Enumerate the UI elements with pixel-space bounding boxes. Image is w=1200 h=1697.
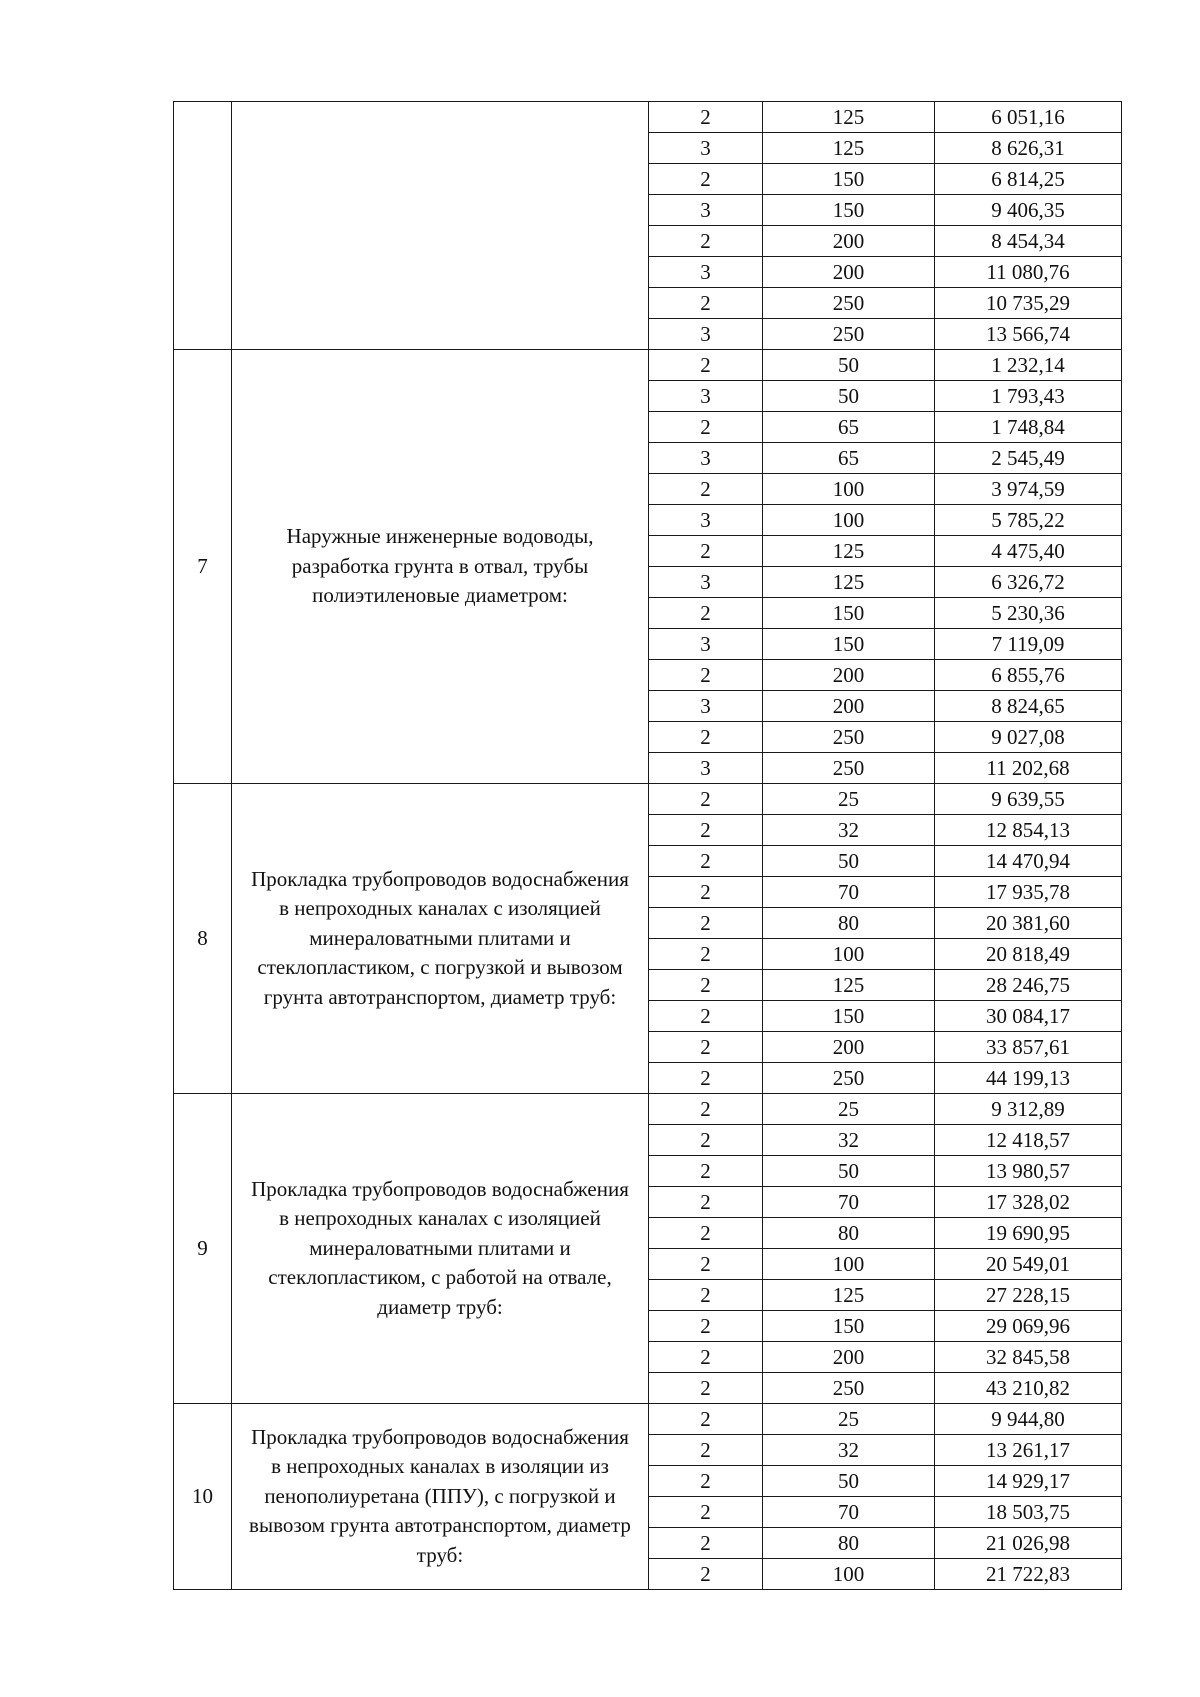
layers-cell: 2 <box>649 536 763 567</box>
diameter-cell: 250 <box>763 753 935 784</box>
item-number-cell <box>174 102 232 350</box>
table-row <box>174 102 1122 133</box>
diameter-cell: 25 <box>763 784 935 815</box>
diameter-cell: 200 <box>763 691 935 722</box>
diameter-cell: 125 <box>763 970 935 1001</box>
price-cell: 9 027,08 <box>935 722 1122 753</box>
price-cell: 21 722,83 <box>935 1559 1122 1590</box>
layers-cell: 2 <box>649 939 763 970</box>
layers-cell: 2 <box>649 1094 763 1125</box>
diameter-cell: 65 <box>763 443 935 474</box>
layers-cell: 2 <box>649 1249 763 1280</box>
price-cell: 14 929,17 <box>935 1466 1122 1497</box>
price-cell: 17 328,02 <box>935 1187 1122 1218</box>
price-cell: 11 202,68 <box>935 753 1122 784</box>
price-cell: 8 824,65 <box>935 691 1122 722</box>
layers-cell: 3 <box>649 629 763 660</box>
table-body <box>174 102 1122 1590</box>
price-cell: 7 119,09 <box>935 629 1122 660</box>
price-cell: 9 639,55 <box>935 784 1122 815</box>
item-number-cell: 9 <box>174 1094 232 1404</box>
price-cell: 3 974,59 <box>935 474 1122 505</box>
price-cell: 8 626,31 <box>935 133 1122 164</box>
diameter-cell: 125 <box>763 536 935 567</box>
layers-cell: 2 <box>649 1218 763 1249</box>
layers-cell: 2 <box>649 1435 763 1466</box>
layers-cell: 2 <box>649 1032 763 1063</box>
price-cell: 32 845,58 <box>935 1342 1122 1373</box>
price-cell: 27 228,15 <box>935 1280 1122 1311</box>
layers-cell: 2 <box>649 1497 763 1528</box>
layers-cell: 2 <box>649 474 763 505</box>
price-cell: 6 855,76 <box>935 660 1122 691</box>
price-cell: 21 026,98 <box>935 1528 1122 1559</box>
price-cell: 13 566,74 <box>935 319 1122 350</box>
diameter-cell: 125 <box>763 133 935 164</box>
price-cell: 29 069,96 <box>935 1311 1122 1342</box>
diameter-cell: 200 <box>763 226 935 257</box>
price-cell: 9 406,35 <box>935 195 1122 226</box>
price-cell: 30 084,17 <box>935 1001 1122 1032</box>
layers-cell: 3 <box>649 691 763 722</box>
diameter-cell: 70 <box>763 1497 935 1528</box>
diameter-cell: 100 <box>763 474 935 505</box>
layers-cell: 2 <box>649 660 763 691</box>
diameter-cell: 50 <box>763 1156 935 1187</box>
diameter-cell: 200 <box>763 660 935 691</box>
layers-cell: 2 <box>649 102 763 133</box>
table-row <box>174 1094 1122 1125</box>
diameter-cell: 125 <box>763 567 935 598</box>
layers-cell: 2 <box>649 1280 763 1311</box>
layers-cell: 2 <box>649 846 763 877</box>
diameter-cell: 100 <box>763 1249 935 1280</box>
diameter-cell: 50 <box>763 381 935 412</box>
item-description-cell: Прокладка трубопроводов водоснабжения в непроходных каналах в изоляции из пенополиуретана (ППУ), с погрузкой и вывозом грунта автотранспортом, диаметр труб: <box>232 1404 649 1590</box>
price-cell: 9 312,89 <box>935 1094 1122 1125</box>
diameter-cell: 80 <box>763 908 935 939</box>
diameter-cell: 125 <box>763 1280 935 1311</box>
diameter-cell: 100 <box>763 939 935 970</box>
item-number-cell: 10 <box>174 1404 232 1590</box>
layers-cell: 2 <box>649 722 763 753</box>
item-number-cell: 8 <box>174 784 232 1094</box>
diameter-cell: 50 <box>763 1466 935 1497</box>
diameter-cell: 150 <box>763 195 935 226</box>
layers-cell: 3 <box>649 753 763 784</box>
price-cell: 10 735,29 <box>935 288 1122 319</box>
price-cell: 28 246,75 <box>935 970 1122 1001</box>
diameter-cell: 150 <box>763 1311 935 1342</box>
layers-cell: 2 <box>649 598 763 629</box>
diameter-cell: 250 <box>763 1063 935 1094</box>
price-cell: 5 230,36 <box>935 598 1122 629</box>
layers-cell: 3 <box>649 567 763 598</box>
price-cell: 5 785,22 <box>935 505 1122 536</box>
price-cell: 20 818,49 <box>935 939 1122 970</box>
price-cell: 6 051,16 <box>935 102 1122 133</box>
table-row <box>174 784 1122 815</box>
price-cell: 18 503,75 <box>935 1497 1122 1528</box>
diameter-cell: 200 <box>763 1032 935 1063</box>
price-cell: 9 944,80 <box>935 1404 1122 1435</box>
layers-cell: 2 <box>649 1342 763 1373</box>
price-cell: 20 381,60 <box>935 908 1122 939</box>
layers-cell: 2 <box>649 1125 763 1156</box>
layers-cell: 2 <box>649 288 763 319</box>
layers-cell: 3 <box>649 505 763 536</box>
price-cell: 19 690,95 <box>935 1218 1122 1249</box>
item-description-cell <box>232 102 649 350</box>
diameter-cell: 32 <box>763 1125 935 1156</box>
price-cell: 20 549,01 <box>935 1249 1122 1280</box>
price-cell: 14 470,94 <box>935 846 1122 877</box>
diameter-cell: 100 <box>763 1559 935 1590</box>
item-description-cell: Прокладка трубопроводов водоснабжения в непроходных каналах с изоляцией минераловатными плитами и стеклопластиком, с работой на отвале, диаметр труб: <box>232 1094 649 1404</box>
diameter-cell: 80 <box>763 1528 935 1559</box>
layers-cell: 2 <box>649 1404 763 1435</box>
diameter-cell: 200 <box>763 1342 935 1373</box>
table-row <box>174 1404 1122 1435</box>
diameter-cell: 100 <box>763 505 935 536</box>
layers-cell: 2 <box>649 908 763 939</box>
diameter-cell: 32 <box>763 815 935 846</box>
price-cell: 6 814,25 <box>935 164 1122 195</box>
diameter-cell: 65 <box>763 412 935 443</box>
diameter-cell: 80 <box>763 1218 935 1249</box>
diameter-cell: 50 <box>763 350 935 381</box>
diameter-cell: 25 <box>763 1404 935 1435</box>
layers-cell: 3 <box>649 133 763 164</box>
layers-cell: 2 <box>649 784 763 815</box>
diameter-cell: 150 <box>763 598 935 629</box>
diameter-cell: 250 <box>763 722 935 753</box>
price-table <box>173 101 1122 1590</box>
layers-cell: 2 <box>649 1001 763 1032</box>
price-cell: 43 210,82 <box>935 1373 1122 1404</box>
layers-cell: 3 <box>649 257 763 288</box>
price-cell: 17 935,78 <box>935 877 1122 908</box>
item-description-cell: Наружные инженерные водоводы, разработка грунта в отвал, трубы полиэтиленовые диаметром: <box>232 350 649 784</box>
price-cell: 6 326,72 <box>935 567 1122 598</box>
item-number-cell: 7 <box>174 350 232 784</box>
layers-cell: 2 <box>649 1559 763 1590</box>
layers-cell: 2 <box>649 1063 763 1094</box>
price-cell: 1 748,84 <box>935 412 1122 443</box>
price-cell: 13 980,57 <box>935 1156 1122 1187</box>
diameter-cell: 250 <box>763 288 935 319</box>
layers-cell: 2 <box>649 350 763 381</box>
price-cell: 44 199,13 <box>935 1063 1122 1094</box>
layers-cell: 2 <box>649 1466 763 1497</box>
price-cell: 12 854,13 <box>935 815 1122 846</box>
layers-cell: 3 <box>649 195 763 226</box>
price-cell: 13 261,17 <box>935 1435 1122 1466</box>
diameter-cell: 150 <box>763 164 935 195</box>
price-cell: 11 080,76 <box>935 257 1122 288</box>
price-cell: 2 545,49 <box>935 443 1122 474</box>
layers-cell: 2 <box>649 1373 763 1404</box>
diameter-cell: 150 <box>763 1001 935 1032</box>
diameter-cell: 32 <box>763 1435 935 1466</box>
layers-cell: 2 <box>649 226 763 257</box>
layers-cell: 2 <box>649 877 763 908</box>
diameter-cell: 50 <box>763 846 935 877</box>
layers-cell: 2 <box>649 164 763 195</box>
layers-cell: 2 <box>649 1187 763 1218</box>
layers-cell: 3 <box>649 319 763 350</box>
layers-cell: 2 <box>649 1528 763 1559</box>
layers-cell: 3 <box>649 381 763 412</box>
diameter-cell: 25 <box>763 1094 935 1125</box>
diameter-cell: 70 <box>763 1187 935 1218</box>
diameter-cell: 125 <box>763 102 935 133</box>
price-cell: 4 475,40 <box>935 536 1122 567</box>
diameter-cell: 70 <box>763 877 935 908</box>
layers-cell: 2 <box>649 412 763 443</box>
price-cell: 1 232,14 <box>935 350 1122 381</box>
item-description-cell: Прокладка трубопроводов водоснабжения в непроходных каналах с изоляцией минераловатными плитами и стеклопластиком, с погрузкой и вывозом грунта автотранспортом, диаметр труб: <box>232 784 649 1094</box>
diameter-cell: 200 <box>763 257 935 288</box>
layers-cell: 2 <box>649 1311 763 1342</box>
diameter-cell: 250 <box>763 319 935 350</box>
price-cell: 8 454,34 <box>935 226 1122 257</box>
layers-cell: 2 <box>649 815 763 846</box>
price-cell: 12 418,57 <box>935 1125 1122 1156</box>
layers-cell: 3 <box>649 443 763 474</box>
layers-cell: 2 <box>649 1156 763 1187</box>
diameter-cell: 250 <box>763 1373 935 1404</box>
table-row <box>174 350 1122 381</box>
layers-cell: 2 <box>649 970 763 1001</box>
price-cell: 33 857,61 <box>935 1032 1122 1063</box>
diameter-cell: 150 <box>763 629 935 660</box>
price-cell: 1 793,43 <box>935 381 1122 412</box>
